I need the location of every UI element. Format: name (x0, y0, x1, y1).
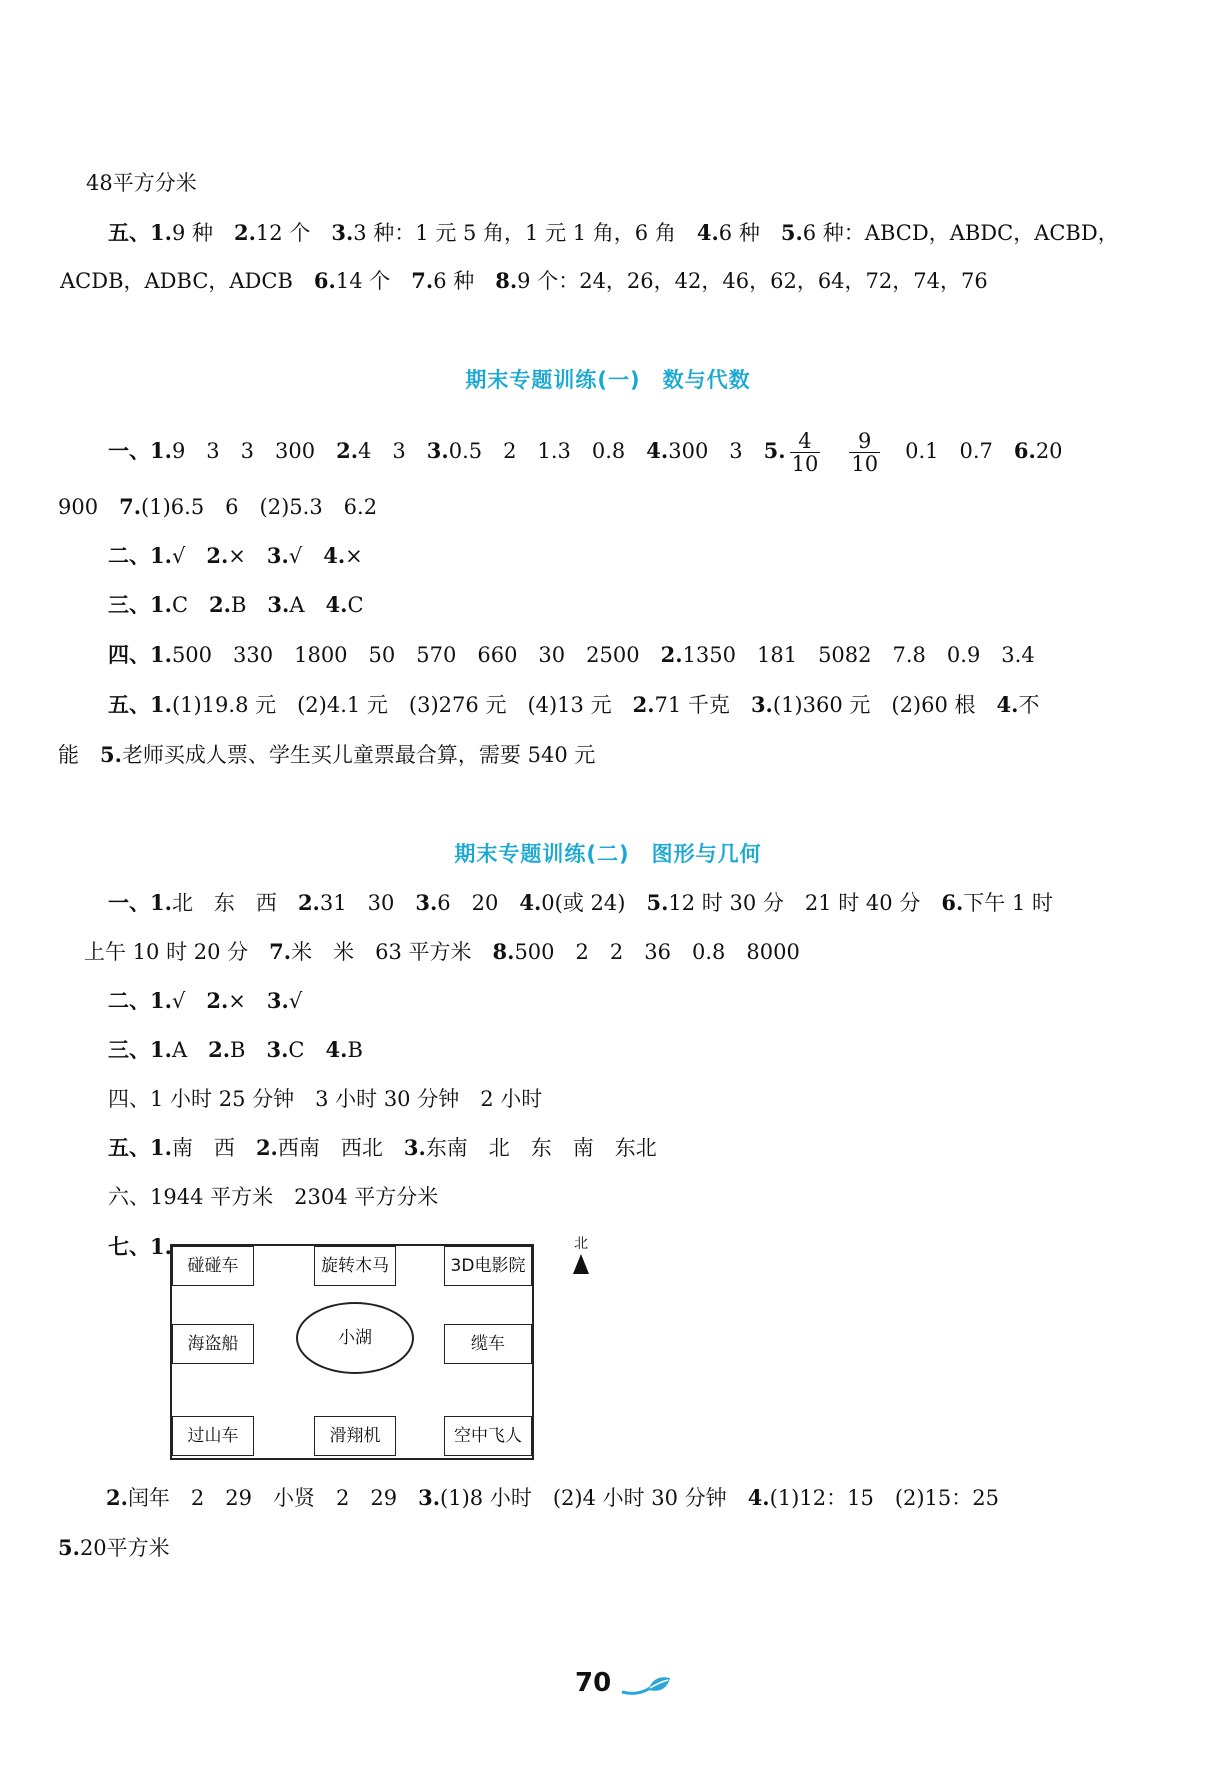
answer-line: 三、1.C 2.B 3.A 4.C (108, 592, 364, 617)
answer-line: ACDB，ADBC，ADCB 6.14 个 7.6 种 8.9 个：24，26，42，46，62，64，72，74，76 (60, 268, 988, 293)
answer-line: 六、1944 平方米 2304 平方分米 (108, 1185, 439, 1209)
map-cell: 旋转木马 (314, 1246, 396, 1286)
fraction: $\frac{4}{10}$ (791, 429, 819, 476)
answer-line: 五、1.9 种 2.12 个 3.3 种：1 元 5 角，1 元 1 角，6 角 4.6 种 5.6 种：ABCD，ABDC，ACBD， (108, 220, 1119, 245)
map-cell: 过山车 (172, 1416, 254, 1456)
fraction: $\frac{9}{10}$ (851, 429, 879, 476)
answer-line: 一、1.北 东 西 2.31 30 3.6 20 4.0(或 24) 5.12 时 30 分 21 时 40 分 6.下午 1 时 (108, 890, 1053, 915)
answer-line: 五、1.南 西 2.西南 西北 3.东南 北 东 南 东北 (108, 1135, 657, 1160)
section-title: 期末专题训练(一) 数与代数 (465, 368, 751, 392)
answer-line: 七、1. (108, 1234, 172, 1259)
map-cell: 碰碰车 (172, 1246, 254, 1286)
answer-line: 二、1.√ 2.× 3.√ 4.× (108, 543, 363, 568)
north-arrow-icon (573, 1254, 589, 1274)
map-cell: 缆车 (444, 1324, 532, 1364)
answer-line: 三、1.A 2.B 3.C 4.B (108, 1037, 363, 1062)
answer-line: 2.闰年 2 29 小贤 2 29 3.(1)8 小时 (2)4 小时 30 分钟 4.(1)12：15 (2)15：25 (106, 1485, 1000, 1510)
north-indicator (566, 1236, 596, 1274)
map-cell: 滑翔机 (314, 1416, 396, 1456)
answer-line: 48平方分米 (86, 171, 197, 195)
north-label: 北 (574, 1236, 588, 1252)
map-cell: 空中飞人 (444, 1416, 532, 1456)
answer-line: 5.20平方米 (58, 1535, 170, 1560)
map-cell: 3D电影院 (444, 1246, 532, 1286)
page-number: 70 (575, 1668, 612, 1698)
lake: 小湖 (296, 1302, 414, 1374)
answer-line: 900 7.(1)6.5 6 (2)5.3 6.2 (58, 494, 378, 519)
section-title: 期末专题训练(二) 图形与几何 (454, 842, 762, 866)
answer-line: 一、1.9 3 3 300 2.4 3 3.0.5 2 1.3 0.8 4.300 3 5. $\frac{4}{10}$ $\frac{9}{10}$ 0.1 0.7 6.20 (108, 429, 1063, 476)
park-map (170, 1244, 534, 1460)
answer-line: 能 5.老师买成人票、学生买儿童票最合算，需要 540 元 (58, 742, 596, 767)
answer-line: 四、1.500 330 1800 50 570 660 30 2500 2.1350 181 5082 7.8 0.9 3.4 (108, 642, 1035, 667)
answer-line: 二、1.√ 2.× 3.√ (108, 988, 303, 1013)
answer-line: 四、1 小时 25 分钟 3 小时 30 分钟 2 小时 (108, 1087, 543, 1111)
map-cell: 海盗船 (172, 1324, 254, 1364)
answer-line: 五、1.(1)19.8 元 (2)4.1 元 (3)276 元 (4)13 元 2.71 千克 3.(1)360 元 (2)60 根 4.不 (108, 692, 1040, 717)
leaf-icon (620, 1672, 676, 1702)
answer-line: 上午 10 时 20 分 7.米 米 63 平方米 8.500 2 2 36 0.8 8000 (84, 939, 800, 964)
